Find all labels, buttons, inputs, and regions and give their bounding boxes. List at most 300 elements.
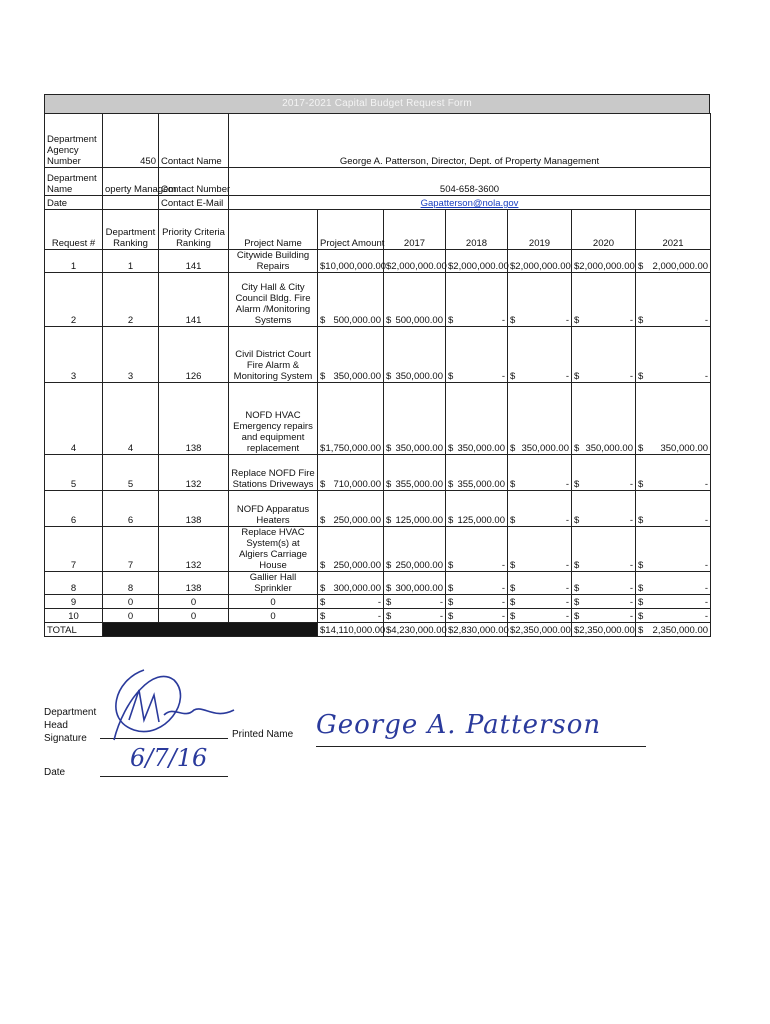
project-amount-wrap (320, 611, 381, 622)
department-ranking: 2 (103, 273, 159, 327)
amount-y2018 (446, 455, 508, 491)
department-name-value: operty Managem (103, 168, 159, 196)
priority-ranking: 132 (159, 527, 229, 572)
header-2021: 2021 (636, 210, 711, 250)
contact-email-link[interactable]: Gapatterson@nola.gov (420, 198, 519, 209)
amount-y2020-value: - (629, 371, 633, 382)
project-amount (318, 572, 384, 595)
amount-y2021-wrap (638, 611, 708, 622)
project-amount-wrap (320, 443, 381, 454)
currency-symbol: $ (574, 479, 580, 490)
amount-y2017-wrap (386, 515, 443, 526)
currency-symbol: $ (320, 443, 326, 454)
currency-symbol: $ (448, 597, 454, 608)
currency-symbol: $ (386, 583, 392, 594)
date-value (103, 196, 159, 210)
amount-y2019 (508, 527, 572, 572)
amount-y2021-wrap (638, 315, 708, 326)
currency-symbol: $ (574, 625, 580, 636)
department-ranking: 5 (103, 455, 159, 491)
currency-symbol: $ (448, 625, 454, 636)
currency-symbol: $ (448, 515, 454, 526)
signed-date-handwriting: 6/7/16 (130, 744, 208, 772)
department-ranking: 3 (103, 327, 159, 383)
amount-y2020-value: - (629, 583, 633, 594)
table-row (45, 572, 711, 595)
amount-y2018 (446, 327, 508, 383)
total-y2020-value: 2,350,000.00 (579, 625, 635, 636)
amount-y2021-wrap (638, 443, 708, 454)
total-y2018 (446, 623, 508, 637)
currency-symbol: $ (574, 443, 580, 454)
total-y2021-value: 2,350,000.00 (652, 625, 709, 636)
amount-y2017-wrap (386, 611, 443, 622)
table-row (45, 527, 711, 572)
amount-y2021-wrap (638, 261, 708, 272)
amount-y2019-value: - (565, 479, 569, 490)
amount-y2018 (446, 527, 508, 572)
project-amount (318, 383, 384, 455)
amount-y2017 (384, 609, 446, 623)
amount-y2018-value: - (501, 583, 505, 594)
currency-symbol: $ (638, 515, 644, 526)
amount-y2017-value: - (439, 597, 443, 608)
amount-y2019 (508, 273, 572, 327)
amount-y2021-value: - (704, 371, 709, 382)
project-name: Replace HVAC System(s) at Algiers Carriage House (229, 527, 318, 572)
amount-y2019-wrap (510, 261, 569, 272)
amount-y2019 (508, 327, 572, 383)
project-amount (318, 595, 384, 609)
currency-symbol: $ (638, 315, 644, 326)
project-amount-value: 500,000.00 (333, 315, 381, 326)
amount-y2018-wrap (448, 315, 505, 326)
amount-y2017-wrap (386, 261, 447, 272)
amount-y2020 (572, 273, 636, 327)
amount-y2017 (384, 273, 446, 327)
amount-y2019-value: 350,000.00 (521, 443, 569, 454)
amount-y2021 (636, 383, 711, 455)
currency-symbol: $ (320, 597, 326, 608)
amount-y2017 (384, 327, 446, 383)
currency-symbol: $ (320, 583, 326, 594)
amount-y2018 (446, 572, 508, 595)
amount-y2021-value: - (704, 515, 709, 526)
currency-symbol: $ (510, 315, 516, 326)
currency-symbol: $ (448, 371, 454, 382)
amount-y2021 (636, 572, 711, 595)
amount-y2020-value: - (629, 597, 633, 608)
total-y2021 (636, 623, 711, 637)
currency-symbol: $ (638, 583, 644, 594)
table-row (45, 455, 711, 491)
project-amount (318, 273, 384, 327)
total-y2020 (572, 623, 636, 637)
amount-y2018-value: - (501, 315, 505, 326)
amount-y2019-wrap (510, 515, 569, 526)
request-number: 7 (45, 527, 103, 572)
header-project-name: Project Name (229, 210, 318, 250)
amount-y2018 (446, 273, 508, 327)
amount-y2020-value: - (629, 560, 633, 571)
total-y2019 (508, 623, 572, 637)
amount-y2020-wrap (574, 261, 633, 272)
amount-y2020 (572, 595, 636, 609)
currency-symbol: $ (574, 261, 580, 272)
column-header-row (45, 210, 711, 250)
project-name: NOFD HVAC Emergency repairs and equipment replacement (229, 383, 318, 455)
amount-y2021 (636, 455, 711, 491)
project-amount-wrap (320, 583, 381, 594)
project-amount-value: 10,000,000.00 (325, 261, 387, 272)
agency-number-label: Department Agency Number (45, 114, 103, 168)
contact-email-value[interactable] (229, 196, 711, 210)
currency-symbol: $ (510, 515, 516, 526)
currency-symbol: $ (386, 315, 392, 326)
amount-y2018-value: 2,000,000.00 (453, 261, 509, 272)
project-name: Citywide Building Repairs (229, 250, 318, 273)
amount-y2019-wrap (510, 583, 569, 594)
department-ranking: 0 (103, 609, 159, 623)
table-row (45, 250, 711, 273)
total-amt-wrap (320, 625, 386, 636)
currency-symbol: $ (574, 583, 580, 594)
amount-y2021-value: 350,000.00 (660, 443, 709, 454)
currency-symbol: $ (320, 479, 326, 490)
amount-y2019 (508, 572, 572, 595)
department-ranking: 8 (103, 572, 159, 595)
amount-y2018-value: - (501, 597, 505, 608)
table-row (45, 327, 711, 383)
request-number: 3 (45, 327, 103, 383)
amount-y2020-wrap (574, 560, 633, 571)
contact-name-value: George A. Patterson, Director, Dept. of Property Management (229, 114, 711, 168)
currency-symbol: $ (386, 515, 392, 526)
currency-symbol: $ (386, 261, 392, 272)
amount-y2019-value: - (565, 515, 569, 526)
currency-symbol: $ (574, 515, 580, 526)
project-name: Replace NOFD Fire Stations Driveways (229, 455, 318, 491)
amount-y2020 (572, 455, 636, 491)
currency-symbol: $ (386, 560, 392, 571)
amount-y2020-wrap (574, 479, 633, 490)
amount-y2019-value: - (565, 583, 569, 594)
currency-symbol: $ (510, 597, 516, 608)
department-ranking: 0 (103, 595, 159, 609)
form-table (44, 113, 711, 637)
amount-y2018-wrap (448, 560, 505, 571)
amount-y2019-value: - (565, 315, 569, 326)
header-2018: 2018 (446, 210, 508, 250)
project-amount-value: 250,000.00 (333, 515, 381, 526)
total-y2021-wrap (638, 625, 708, 636)
amount-y2017 (384, 383, 446, 455)
currency-symbol: $ (638, 625, 644, 636)
priority-ranking: 0 (159, 595, 229, 609)
priority-ranking: 138 (159, 383, 229, 455)
total-y2018-value: 2,830,000.00 (453, 625, 509, 636)
amount-y2018-value: - (501, 560, 505, 571)
amount-y2021 (636, 595, 711, 609)
amount-y2019-value: 2,000,000.00 (515, 261, 571, 272)
amount-y2020 (572, 609, 636, 623)
amount-y2017 (384, 250, 446, 273)
currency-symbol: $ (320, 611, 326, 622)
project-amount-value: 250,000.00 (333, 560, 381, 571)
amount-y2018-value: 350,000.00 (457, 443, 505, 454)
department-ranking: 4 (103, 383, 159, 455)
amount-y2021-value: 2,000,000.00 (652, 261, 709, 272)
amount-y2017-wrap (386, 443, 443, 454)
amount-y2019 (508, 609, 572, 623)
request-number: 2 (45, 273, 103, 327)
amount-y2018-value: - (501, 371, 505, 382)
amount-y2020 (572, 250, 636, 273)
currency-symbol: $ (638, 479, 644, 490)
currency-symbol: $ (574, 560, 580, 571)
currency-symbol: $ (574, 315, 580, 326)
form-title: 2017-2021 Capital Budget Request Form (44, 94, 710, 113)
request-number: 4 (45, 383, 103, 455)
header-priority-ranking: Priority Criteria Ranking (159, 210, 229, 250)
currency-symbol: $ (386, 597, 392, 608)
request-number: 5 (45, 455, 103, 491)
total-y2020-wrap (574, 625, 633, 636)
total-label: TOTAL (45, 623, 103, 637)
currency-symbol: $ (638, 597, 644, 608)
total-amt-value: 14,110,000.00 (325, 625, 386, 636)
currency-symbol: $ (510, 479, 516, 490)
amount-y2017-value: 250,000.00 (395, 560, 443, 571)
amount-y2019-value: - (565, 611, 569, 622)
amount-y2021 (636, 609, 711, 623)
amount-y2020-value: - (629, 515, 633, 526)
amount-y2017-value: 2,000,000.00 (391, 261, 447, 272)
amount-y2021-value: - (704, 315, 709, 326)
currency-symbol: $ (638, 611, 644, 622)
request-number: 1 (45, 250, 103, 273)
amount-y2021-value: - (704, 597, 709, 608)
currency-symbol: $ (448, 261, 454, 272)
amount-y2021-wrap (638, 371, 708, 382)
amount-y2018-wrap (448, 261, 509, 272)
priority-ranking: 141 (159, 250, 229, 273)
department-ranking: 6 (103, 491, 159, 527)
amount-y2018-wrap (448, 597, 505, 608)
amount-y2017-wrap (386, 560, 443, 571)
total-y2017 (384, 623, 446, 637)
amount-y2019-wrap (510, 611, 569, 622)
amount-y2018-wrap (448, 479, 505, 490)
amount-y2017-wrap (386, 583, 443, 594)
amount-y2018-value: 125,000.00 (457, 515, 505, 526)
amount-y2019 (508, 595, 572, 609)
currency-symbol: $ (386, 443, 392, 454)
amount-y2020 (572, 383, 636, 455)
currency-symbol: $ (320, 261, 326, 272)
total-y2019-wrap (510, 625, 569, 636)
amount-y2018-wrap (448, 583, 505, 594)
amount-y2019 (508, 455, 572, 491)
project-name: City Hall & City Council Bldg. Fire Alarm /Monitoring Systems (229, 273, 318, 327)
project-amount-wrap (320, 315, 381, 326)
amount-y2017 (384, 527, 446, 572)
currency-symbol: $ (510, 261, 516, 272)
currency-symbol: $ (386, 479, 392, 490)
total-row (45, 623, 711, 637)
project-name: NOFD Apparatus Heaters (229, 491, 318, 527)
header-dept-ranking: Department Ranking (103, 210, 159, 250)
header-request: Request # (45, 210, 103, 250)
amount-y2019-wrap (510, 371, 569, 382)
currency-symbol: $ (638, 560, 644, 571)
table-row (45, 383, 711, 455)
amount-y2018-wrap (448, 443, 505, 454)
amount-y2017-wrap (386, 371, 443, 382)
amount-y2018 (446, 383, 508, 455)
printed-name-line (316, 746, 646, 747)
total-y2018-wrap (448, 625, 509, 636)
table-row (45, 595, 711, 609)
contact-number-value: 504-658-3600 (229, 168, 711, 196)
header-2020: 2020 (572, 210, 636, 250)
amount-y2021-value: - (704, 479, 709, 490)
amount-y2020-value: - (629, 611, 633, 622)
amount-y2021-wrap (638, 597, 708, 608)
currency-symbol: $ (510, 371, 516, 382)
amount-y2018 (446, 250, 508, 273)
table-row (45, 609, 711, 623)
amount-y2017-value: - (439, 611, 443, 622)
currency-symbol: $ (448, 443, 454, 454)
amount-y2018 (446, 595, 508, 609)
project-amount-value: 350,000.00 (333, 371, 381, 382)
total-y2017-wrap (386, 625, 447, 636)
amount-y2018-wrap (448, 611, 505, 622)
priority-ranking: 0 (159, 609, 229, 623)
currency-symbol: $ (448, 560, 454, 571)
project-amount-value: 1,750,000.00 (325, 443, 381, 454)
amount-y2019 (508, 250, 572, 273)
project-amount-wrap (320, 371, 381, 382)
amount-y2017 (384, 455, 446, 491)
amount-y2020-value: 2,000,000.00 (579, 261, 635, 272)
budget-form (44, 94, 710, 637)
amount-y2019-value: - (565, 371, 569, 382)
amount-y2017-value: 125,000.00 (395, 515, 443, 526)
request-number: 8 (45, 572, 103, 595)
header-2019: 2019 (508, 210, 572, 250)
amount-y2020 (572, 527, 636, 572)
amount-y2018 (446, 491, 508, 527)
amount-y2020 (572, 491, 636, 527)
currency-symbol: $ (638, 371, 644, 382)
currency-symbol: $ (320, 560, 326, 571)
currency-symbol: $ (386, 611, 392, 622)
amount-y2018-value: - (501, 611, 505, 622)
printed-name-handwriting: George A. Patterson (316, 710, 602, 740)
currency-symbol: $ (510, 443, 516, 454)
currency-symbol: $ (638, 443, 644, 454)
amount-y2021 (636, 273, 711, 327)
total-amt (318, 623, 384, 637)
project-amount-value: - (377, 597, 381, 608)
amount-y2017-wrap (386, 479, 443, 490)
amount-y2017-wrap (386, 315, 443, 326)
currency-symbol: $ (574, 611, 580, 622)
department-ranking: 7 (103, 527, 159, 572)
amount-y2017-value: 350,000.00 (395, 443, 443, 454)
total-blackout (103, 623, 318, 637)
currency-symbol: $ (320, 315, 326, 326)
project-name: Civil District Court Fire Alarm & Monitoring System (229, 327, 318, 383)
amount-y2020-value: - (629, 479, 633, 490)
currency-symbol: $ (448, 611, 454, 622)
contact-number-label: Contact Number (159, 168, 229, 196)
project-amount (318, 527, 384, 572)
project-amount (318, 455, 384, 491)
project-amount (318, 250, 387, 273)
department-ranking: 1 (103, 250, 159, 273)
amount-y2021-value: - (704, 560, 709, 571)
currency-symbol: $ (638, 261, 644, 272)
department-name-label: Department Name (45, 168, 103, 196)
amount-y2021-wrap (638, 560, 708, 571)
signature-block (44, 700, 664, 810)
currency-symbol: $ (448, 315, 454, 326)
project-amount-value: 300,000.00 (333, 583, 381, 594)
amount-y2019-wrap (510, 597, 569, 608)
project-name: 0 (229, 609, 318, 623)
currency-symbol: $ (510, 583, 516, 594)
currency-symbol: $ (510, 560, 516, 571)
project-amount-wrap (320, 261, 387, 272)
amount-y2020-wrap (574, 315, 633, 326)
amount-y2019-wrap (510, 560, 569, 571)
amount-y2021 (636, 250, 711, 273)
amount-y2017-value: 355,000.00 (395, 479, 443, 490)
amount-y2019-wrap (510, 479, 569, 490)
project-amount-wrap (320, 560, 381, 571)
amount-y2019-value: - (565, 597, 569, 608)
amount-y2021-wrap (638, 515, 708, 526)
currency-symbol: $ (320, 371, 326, 382)
contact-name-label: Contact Name (159, 114, 229, 168)
amount-y2020-wrap (574, 611, 633, 622)
amount-y2021-value: - (704, 611, 709, 622)
project-name: Gallier Hall Sprinkler (229, 572, 318, 595)
amount-y2017-wrap (386, 597, 443, 608)
amount-y2017-value: 350,000.00 (395, 371, 443, 382)
table-row (45, 491, 711, 527)
table-row (45, 273, 711, 327)
currency-symbol: $ (320, 515, 326, 526)
amount-y2020-wrap (574, 583, 633, 594)
amount-y2017-value: 500,000.00 (395, 315, 443, 326)
project-amount-value: - (377, 611, 381, 622)
amount-y2019-value: - (565, 560, 569, 571)
amount-y2019 (508, 491, 572, 527)
currency-symbol: $ (510, 625, 516, 636)
project-amount-value: 710,000.00 (333, 479, 381, 490)
date-label-bottom: Date (44, 767, 66, 778)
total-y2019-value: 2,350,000.00 (515, 625, 571, 636)
header-project-amount: Project Amount (318, 210, 384, 250)
request-number: 9 (45, 595, 103, 609)
currency-symbol: $ (386, 371, 392, 382)
amount-y2017 (384, 572, 446, 595)
total-y2017-value: 4,230,000.00 (391, 625, 447, 636)
